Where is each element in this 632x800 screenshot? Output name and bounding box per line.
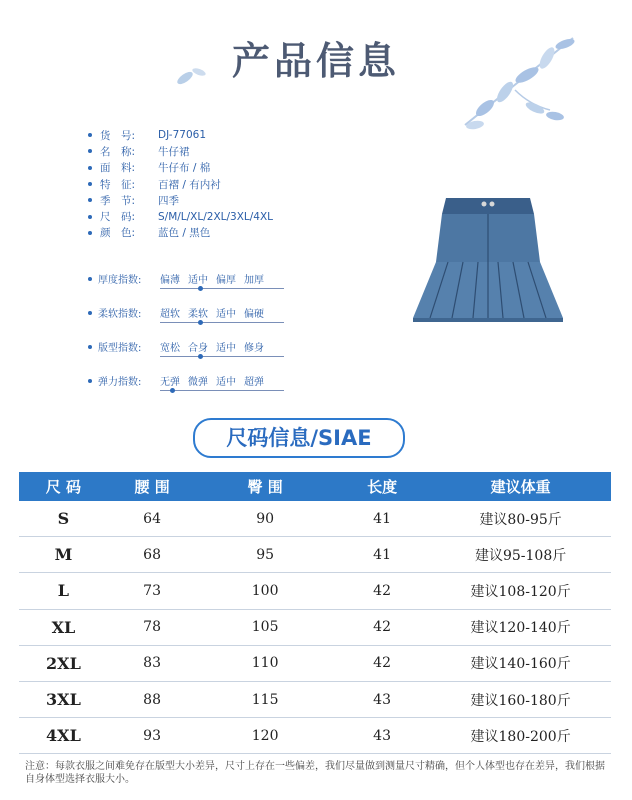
table-row (19, 718, 611, 754)
table-cell: 41 (334, 537, 430, 573)
table-cell: 83 (108, 645, 196, 681)
table-cell: 建议120-140斤 (430, 609, 611, 645)
index-option: 适中 (216, 343, 236, 354)
table-cell: 41 (334, 501, 430, 537)
index-name-text: 弹力指数: (98, 377, 142, 388)
info-row (88, 127, 273, 143)
info-row (88, 176, 273, 192)
bullet-icon (88, 166, 92, 170)
header-cell: 长度 (334, 472, 430, 501)
info-label: 季 节: (100, 194, 136, 207)
index-option: 宽松 (160, 343, 180, 354)
size-section-title: 尺码信息/SIAE (193, 418, 405, 458)
info-label: 货 号: (100, 129, 136, 142)
index-scale-line (160, 322, 284, 323)
header-cell: 腰 围 (108, 472, 196, 501)
table-cell: 43 (334, 681, 430, 717)
index-name (88, 271, 141, 286)
info-row (88, 143, 273, 159)
table-cell: 100 (196, 573, 334, 609)
info-label: 特 征: (100, 178, 136, 191)
table-row (19, 681, 611, 717)
index-option: 修身 (244, 343, 264, 354)
index-option: 无弹 (160, 377, 180, 388)
index-option: 超弹 (244, 377, 264, 388)
index-option: 适中 (216, 377, 236, 388)
table-cell: 建议160-180斤 (430, 681, 611, 717)
table-cell: 95 (196, 537, 334, 573)
info-value: 牛仔裙 (158, 145, 190, 158)
size-table (19, 472, 611, 754)
table-cell: 120 (196, 718, 334, 754)
page-title: 产品信息 (231, 39, 400, 83)
table-row (19, 573, 611, 609)
product-info-list (88, 127, 273, 241)
table-cell: 88 (108, 681, 196, 717)
index-option: 微弹 (188, 377, 208, 388)
index-option: 柔软 (188, 309, 208, 320)
table-cell: 3XL (19, 681, 108, 717)
table-cell: 105 (196, 609, 334, 645)
info-label: 尺 码: (100, 211, 136, 224)
table-cell: M (19, 537, 108, 573)
table-cell: 建议108-120斤 (430, 573, 611, 609)
table-row (19, 501, 611, 537)
index-scale-line (160, 390, 284, 391)
table-row (19, 537, 611, 573)
index-option: 偏薄 (160, 275, 180, 286)
header-cell: 建议体重 (430, 472, 611, 501)
size-table-header (19, 472, 611, 501)
table-cell: 建议80-95斤 (430, 501, 611, 537)
bullet-icon (88, 198, 92, 202)
index-options (160, 305, 272, 320)
table-cell: S (19, 501, 108, 537)
table-row (19, 609, 611, 645)
table-cell: 建议180-200斤 (430, 718, 611, 754)
index-scale-line (160, 288, 284, 289)
index-options (160, 339, 272, 354)
table-cell: XL (19, 609, 108, 645)
index-selected-marker (198, 286, 203, 291)
index-scale-line (160, 356, 284, 357)
table-cell: 73 (108, 573, 196, 609)
table-cell: 115 (196, 681, 334, 717)
info-row (88, 208, 273, 224)
header-cell: 尺 码 (19, 472, 108, 501)
index-option: 超软 (160, 309, 180, 320)
bullet-icon (88, 277, 92, 281)
info-value: S/M/L/XL/2XL/3XL/4XL (158, 210, 274, 223)
table-cell: 建议140-160斤 (430, 645, 611, 681)
leaf-decoration-icon (175, 60, 215, 90)
info-label: 颜 色: (100, 227, 136, 240)
info-value: 牛仔布 / 棉 (158, 162, 211, 175)
info-row (88, 225, 273, 241)
info-value: 百褶 / 有内衬 (158, 178, 221, 191)
info-value: 四季 (158, 194, 179, 207)
table-cell: L (19, 573, 108, 609)
table-cell: 110 (196, 645, 334, 681)
bullet-icon (88, 215, 92, 219)
info-value: 蓝色 / 黑色 (158, 227, 211, 240)
info-label: 面 料: (100, 162, 136, 175)
index-name-text: 版型指数: (98, 343, 142, 354)
info-row (88, 160, 273, 176)
branch-decoration-icon (455, 30, 580, 135)
table-cell: 42 (334, 609, 430, 645)
info-label: 名 称: (100, 145, 136, 158)
index-options (160, 373, 272, 388)
header-cell: 臀 围 (196, 472, 334, 501)
index-name-text: 厚度指数: (98, 275, 142, 286)
table-cell: 建议95-108斤 (430, 537, 611, 573)
index-selected-marker (198, 354, 203, 359)
table-cell: 64 (108, 501, 196, 537)
denim-skirt-image (408, 190, 568, 330)
index-name (88, 305, 141, 320)
index-option: 适中 (188, 275, 208, 286)
bullet-icon (88, 149, 92, 153)
index-name (88, 339, 141, 354)
size-note: 注意：每款衣服之间难免存在版型大小差异，尺寸上存在一些偏差，我们尽量做到测量尺寸精确，但个人体型也存在差异，我们根据自身体型选择衣服大小。 (25, 761, 605, 785)
index-option: 加厚 (244, 275, 264, 286)
bullet-icon (88, 379, 92, 383)
index-option: 偏厚 (216, 275, 236, 286)
table-row (19, 645, 611, 681)
table-cell: 93 (108, 718, 196, 754)
index-name-text: 柔软指数: (98, 309, 142, 320)
index-option: 合身 (188, 343, 208, 354)
index-name (88, 373, 141, 388)
info-value: DJ-77061 (158, 129, 206, 142)
index-selected-marker (198, 320, 203, 325)
table-cell: 68 (108, 537, 196, 573)
table-cell: 42 (334, 645, 430, 681)
index-selected-marker (170, 388, 175, 393)
bullet-icon (88, 133, 92, 137)
bullet-icon (88, 182, 92, 186)
index-options (160, 271, 272, 286)
info-row (88, 192, 273, 208)
bullet-icon (88, 231, 92, 235)
table-cell: 78 (108, 609, 196, 645)
index-option: 偏硬 (244, 309, 264, 320)
bullet-icon (88, 345, 92, 349)
table-cell: 42 (334, 573, 430, 609)
bullet-icon (88, 311, 92, 315)
index-option: 适中 (216, 309, 236, 320)
table-cell: 2XL (19, 645, 108, 681)
table-cell: 4XL (19, 718, 108, 754)
table-cell: 43 (334, 718, 430, 754)
table-cell: 90 (196, 501, 334, 537)
